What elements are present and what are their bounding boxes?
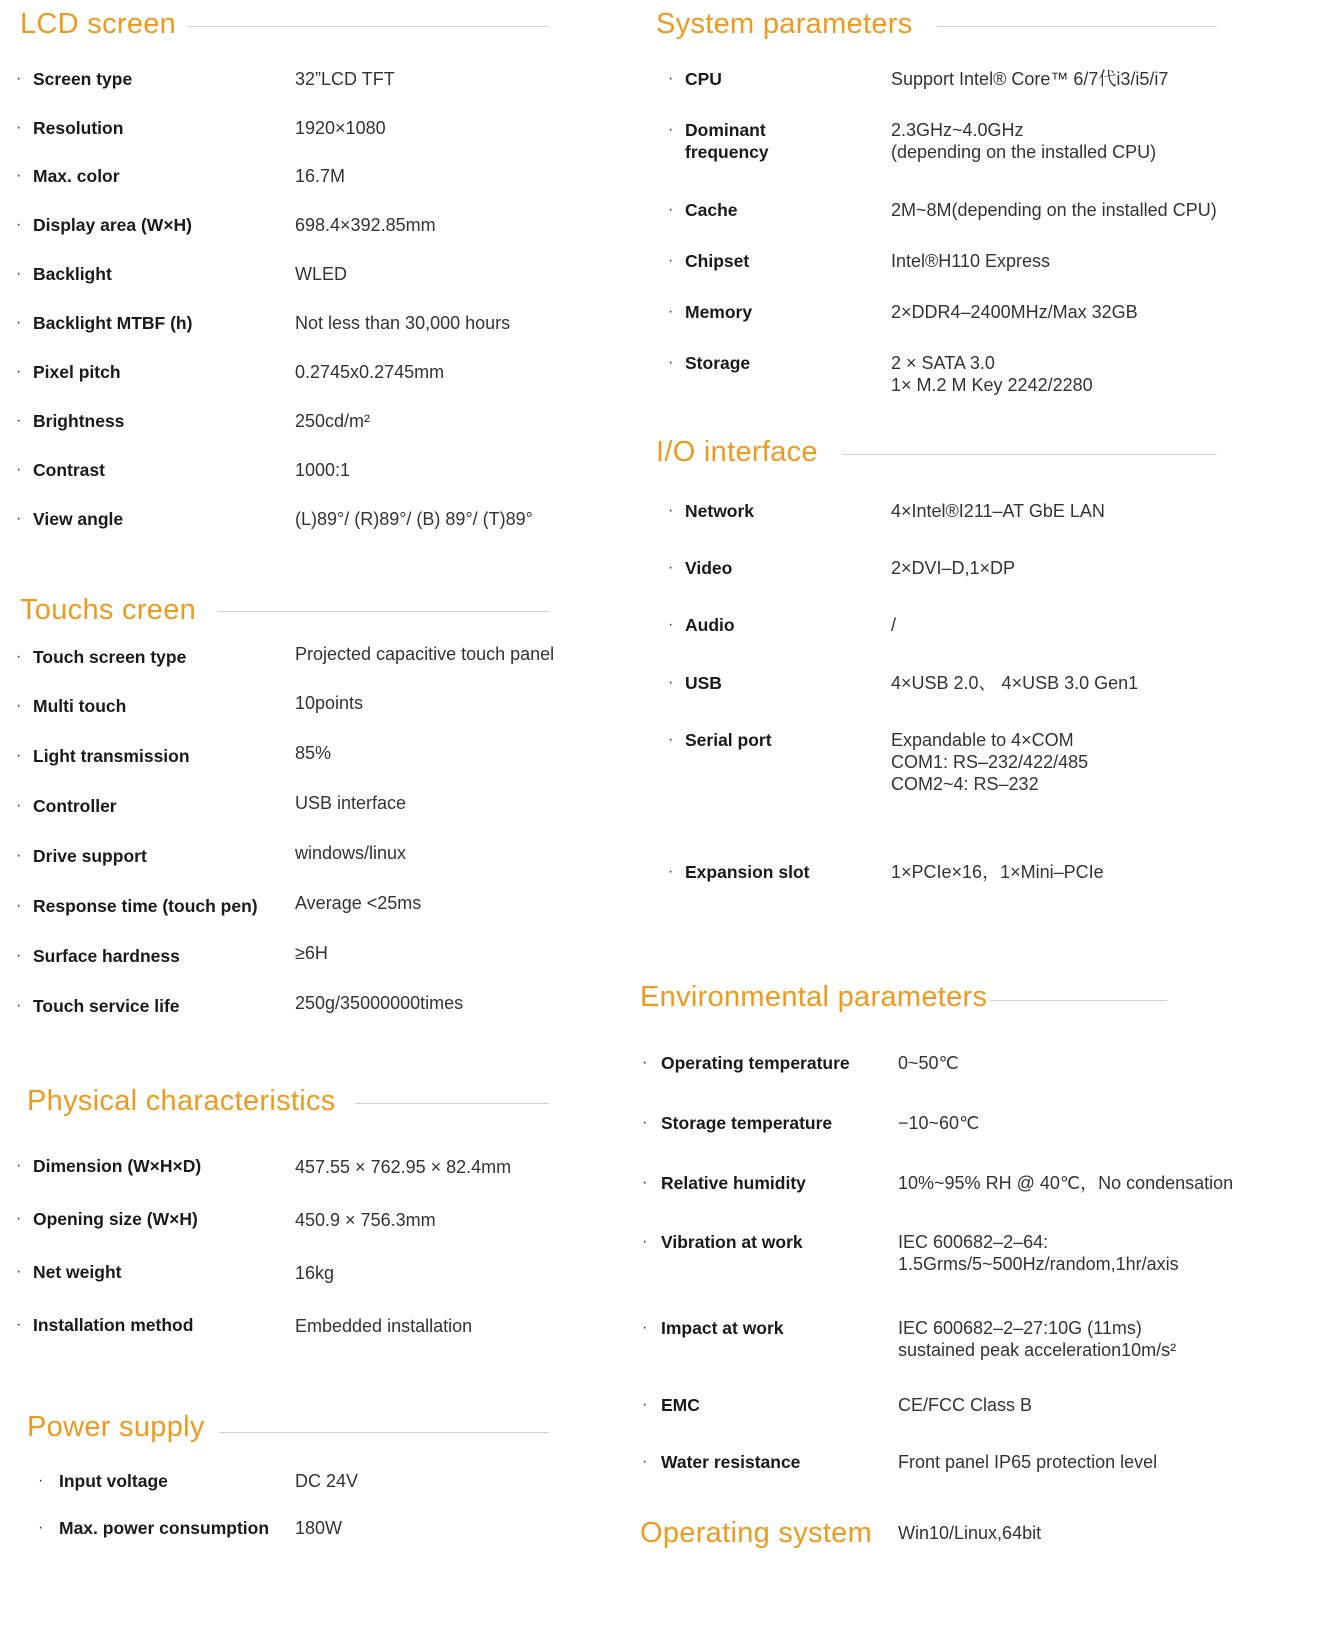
section-title-system-parameters: System parameters bbox=[656, 8, 913, 40]
spec-value: 16kg bbox=[295, 1263, 335, 1283]
spec-label: View angle bbox=[33, 509, 124, 529]
spec-value: IEC 600682–2–27:10G (11ms) sustained peak acceleration10m/s² bbox=[898, 1318, 1177, 1360]
spec-value: windows/linux bbox=[295, 843, 407, 863]
spec-label: Drive support bbox=[33, 846, 147, 866]
bullet: · bbox=[16, 648, 22, 665]
spec-value: 4×USB 2.0、 4×USB 3.0 Gen1 bbox=[891, 673, 1139, 693]
section-rule bbox=[188, 26, 549, 27]
spec-label: Display area (W×H) bbox=[33, 215, 193, 235]
spec-label: Backlight MTBF (h) bbox=[33, 313, 193, 333]
bullet: · bbox=[16, 216, 22, 233]
spec-value: IEC 600682–2–64: 1.5Grms/5~500Hz/random,1hr/axis bbox=[898, 1232, 1179, 1274]
spec-label: Response time (touch pen) bbox=[33, 896, 258, 916]
spec-value: 250cd/m² bbox=[295, 411, 371, 431]
bullet: · bbox=[16, 747, 22, 764]
spec-label: Resolution bbox=[33, 118, 124, 138]
spec-value: 2 × SATA 3.0 1× M.2 M Key 2242/2280 bbox=[891, 353, 1093, 395]
spec-label: Pixel pitch bbox=[33, 362, 121, 382]
section-rule bbox=[842, 454, 1217, 455]
spec-label: Video bbox=[685, 558, 733, 578]
bullet: · bbox=[16, 1157, 22, 1174]
spec-value: DC 24V bbox=[295, 1471, 359, 1491]
spec-value: 85% bbox=[295, 743, 332, 763]
spec-label: Net weight bbox=[33, 1262, 122, 1282]
bullet: · bbox=[642, 1174, 648, 1191]
spec-label: Controller bbox=[33, 796, 117, 816]
section-title-power-supply: Power supply bbox=[27, 1411, 205, 1443]
spec-label: Dimension (W×H×D) bbox=[33, 1156, 202, 1176]
section-title-environmental: Environmental parameters bbox=[640, 981, 988, 1013]
operating-system-value: Win10/Linux,64bit bbox=[898, 1523, 1042, 1543]
spec-label: USB bbox=[685, 673, 722, 693]
spec-label: Impact at work bbox=[661, 1318, 784, 1338]
bullet: · bbox=[668, 502, 674, 519]
section-title-io-interface: I/O interface bbox=[656, 436, 818, 468]
section-rule bbox=[218, 611, 549, 612]
section-title-lcd-screen: LCD screen bbox=[20, 8, 177, 40]
spec-value: 450.9 × 756.3mm bbox=[295, 1210, 436, 1230]
spec-value: ≥6H bbox=[295, 943, 328, 963]
bullet: · bbox=[668, 121, 674, 138]
spec-value: 1×PCIe×16，1×Mini–PCIe bbox=[891, 862, 1104, 882]
spec-value: −10~60℃ bbox=[898, 1113, 980, 1133]
spec-value: Intel®H110 Express bbox=[891, 251, 1051, 271]
spec-label: Vibration at work bbox=[661, 1232, 803, 1252]
bullet: · bbox=[38, 1519, 44, 1536]
spec-value: 4×Intel®I211–AT GbE LAN bbox=[891, 501, 1105, 521]
bullet: · bbox=[38, 1472, 44, 1489]
spec-value: 32”LCD TFT bbox=[295, 69, 395, 89]
section-title-touch-screen: Touchs creen bbox=[20, 594, 197, 626]
bullet: · bbox=[16, 510, 22, 527]
bullet: · bbox=[16, 697, 22, 714]
bullet: · bbox=[668, 201, 674, 218]
spec-value: Embedded installation bbox=[295, 1316, 473, 1336]
spec-value: 1000:1 bbox=[295, 460, 351, 480]
bullet: · bbox=[16, 797, 22, 814]
section-rule bbox=[937, 26, 1217, 27]
spec-value: / bbox=[891, 615, 897, 635]
bullet: · bbox=[16, 70, 22, 87]
spec-value: 180W bbox=[295, 1518, 343, 1538]
spec-label: Multi touch bbox=[33, 696, 127, 716]
bullet: · bbox=[16, 167, 22, 184]
bullet: · bbox=[16, 461, 22, 478]
bullet: · bbox=[16, 1316, 22, 1333]
bullet: · bbox=[642, 1233, 648, 1250]
spec-label: Relative humidity bbox=[661, 1173, 806, 1193]
spec-label: Cache bbox=[685, 200, 738, 220]
spec-value: 250g/35000000times bbox=[295, 993, 464, 1013]
spec-value: USB interface bbox=[295, 793, 407, 813]
spec-value: Not less than 30,000 hours bbox=[295, 313, 511, 333]
spec-value: Front panel IP65 protection level bbox=[898, 1452, 1158, 1472]
spec-label: Operating temperature bbox=[661, 1053, 850, 1073]
bullet: · bbox=[668, 559, 674, 576]
spec-label: Installation method bbox=[33, 1315, 194, 1335]
bullet: · bbox=[16, 265, 22, 282]
bullet: · bbox=[16, 997, 22, 1014]
spec-value: 16.7M bbox=[295, 166, 346, 186]
spec-value: 2.3GHz~4.0GHz (depending on the installed CPU) bbox=[891, 120, 1157, 162]
bullet: · bbox=[668, 354, 674, 371]
spec-value: Support Intel® Core™ 6/7代i3/i5/i7 bbox=[891, 69, 1169, 89]
bullet: · bbox=[642, 1054, 648, 1071]
bullet: · bbox=[16, 847, 22, 864]
bullet: · bbox=[642, 1114, 648, 1131]
spec-value: 2×DVI–D,1×DP bbox=[891, 558, 1016, 578]
spec-label: Surface hardness bbox=[33, 946, 180, 966]
spec-label: Expansion slot bbox=[685, 862, 810, 882]
spec-label: CPU bbox=[685, 69, 722, 89]
section-rule bbox=[219, 1432, 549, 1433]
bullet: · bbox=[668, 731, 674, 748]
bullet: · bbox=[642, 1453, 648, 1470]
bullet: · bbox=[668, 252, 674, 269]
spec-value: 457.55 × 762.95 × 82.4mm bbox=[295, 1157, 512, 1177]
spec-label: Light transmission bbox=[33, 746, 190, 766]
spec-value: CE/FCC Class B bbox=[898, 1395, 1033, 1415]
spec-value: 2M~8M(depending on the installed CPU) bbox=[891, 200, 1217, 220]
spec-label: Max. power consumption bbox=[59, 1518, 270, 1538]
spec-label: Storage temperature bbox=[661, 1113, 833, 1133]
spec-value: Expandable to 4×COM COM1: RS–232/422/485 COM2~4: RS–232 bbox=[891, 730, 1089, 794]
spec-label: Water resistance bbox=[661, 1452, 801, 1472]
bullet: · bbox=[668, 70, 674, 87]
spec-value: WLED bbox=[295, 264, 348, 284]
bullet: · bbox=[16, 1210, 22, 1227]
spec-label: Storage bbox=[685, 353, 751, 373]
bullet: · bbox=[668, 303, 674, 320]
bullet: · bbox=[668, 616, 674, 633]
bullet: · bbox=[16, 947, 22, 964]
section-rule bbox=[355, 1103, 549, 1104]
spec-label: Backlight bbox=[33, 264, 112, 284]
bullet: · bbox=[16, 897, 22, 914]
section-rule bbox=[990, 1000, 1167, 1001]
spec-value: 0.2745x0.2745mm bbox=[295, 362, 445, 382]
spec-value: (L)89°/ (R)89°/ (B) 89°/ (T)89° bbox=[295, 509, 533, 529]
spec-label: Chipset bbox=[685, 251, 750, 271]
spec-label: Serial port bbox=[685, 730, 772, 750]
bullet: · bbox=[668, 674, 674, 691]
spec-value: Average <25ms bbox=[295, 893, 422, 913]
bullet: · bbox=[16, 412, 22, 429]
bullet: · bbox=[16, 363, 22, 380]
bullet: · bbox=[642, 1319, 648, 1336]
spec-value: 698.4×392.85mm bbox=[295, 215, 436, 235]
bullet: · bbox=[642, 1396, 648, 1413]
spec-label: Audio bbox=[685, 615, 735, 635]
spec-label: Input voltage bbox=[59, 1471, 168, 1491]
spec-value: 1920×1080 bbox=[295, 118, 386, 138]
bullet: · bbox=[16, 1263, 22, 1280]
spec-label: Network bbox=[685, 501, 755, 521]
spec-label: Max. color bbox=[33, 166, 120, 186]
spec-value: 2×DDR4–2400MHz/Max 32GB bbox=[891, 302, 1138, 322]
spec-label: Opening size (W×H) bbox=[33, 1209, 198, 1229]
spec-value: Projected capacitive touch panel bbox=[295, 644, 555, 664]
bullet: · bbox=[16, 119, 22, 136]
spec-label: Touch service life bbox=[33, 996, 180, 1016]
spec-label: Contrast bbox=[33, 460, 105, 480]
spec-label: Dominant frequency bbox=[685, 120, 769, 162]
section-title-physical: Physical characteristics bbox=[27, 1085, 336, 1117]
spec-label: Memory bbox=[685, 302, 753, 322]
spec-value: 10%~95% RH @ 40℃，No condensation bbox=[898, 1173, 1234, 1193]
spec-value: 10points bbox=[295, 693, 364, 713]
section-title-operating-system: Operating system bbox=[640, 1517, 873, 1549]
bullet: · bbox=[668, 863, 674, 880]
spec-label: Touch screen type bbox=[33, 647, 187, 667]
spec-label: EMC bbox=[661, 1395, 700, 1415]
bullet: · bbox=[16, 314, 22, 331]
spec-label: Screen type bbox=[33, 69, 133, 89]
spec-label: Brightness bbox=[33, 411, 125, 431]
spec-value: 0~50℃ bbox=[898, 1053, 959, 1073]
